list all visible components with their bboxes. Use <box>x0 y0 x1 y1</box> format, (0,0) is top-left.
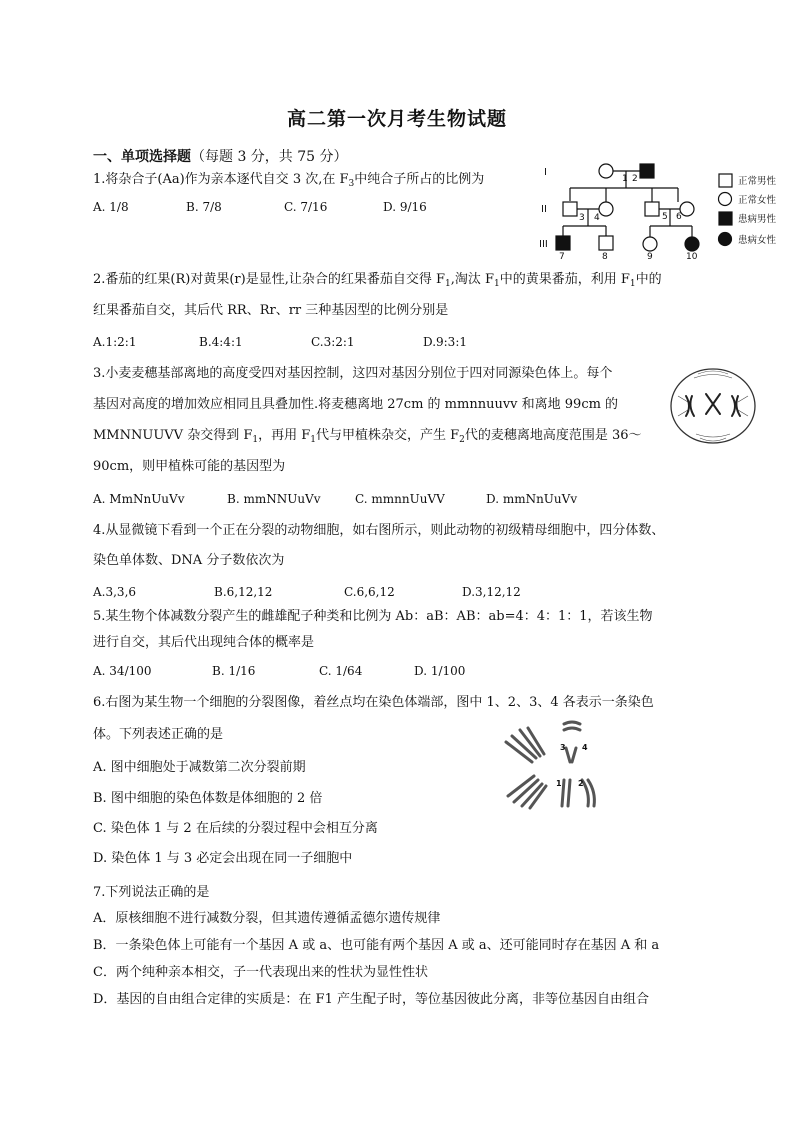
pedigree-num: 1 <box>622 174 628 184</box>
q5-option-c: C. 1/64 <box>319 664 363 678</box>
q3-stem-line4: 90cm，则甲植株可能的基因型为 <box>93 459 286 474</box>
pedigree-num: 2 <box>632 174 638 184</box>
q6-figure-label: 4 <box>582 743 588 752</box>
q4-stem-line1: 4.从显微镜下看到一个正在分裂的动物细胞，如右图所示，则此动物的初级精母细胞中，四分体数、 <box>93 523 665 538</box>
q4-option-b: B.6,12,12 <box>214 585 273 599</box>
q3-option-a: A. MmNnUuVv <box>93 492 185 506</box>
pedigree-i1-normal-female <box>599 164 613 178</box>
pedigree-num: 4 <box>594 213 600 223</box>
q4-option-a: A.3,3,6 <box>93 585 137 599</box>
q6-option-d: D. 染色体 1 与 3 必定会出现在同一子细胞中 <box>93 851 353 866</box>
pedigree-num: 8 <box>602 252 608 260</box>
q2-option-d: D.9:3:1 <box>423 335 467 349</box>
pedigree-iii10-affected-female <box>685 237 699 251</box>
q5-stem-line2: 进行自交，其后代出现纯合体的概率是 <box>93 635 315 650</box>
legend-affected-female-icon <box>719 233 732 246</box>
q1-option-b: B. 7/8 <box>186 200 222 214</box>
q4-option-d: D.3,12,12 <box>462 585 521 599</box>
legend-normal-female-icon <box>719 193 732 206</box>
q3-options <box>93 490 577 508</box>
section-heading <box>93 146 348 166</box>
q6-figure-label: 1 <box>556 779 562 788</box>
q7-option-d: D．基因的自由组合定律的实质是：在 F1 产生配子时，等位基因彼此分离，非等位基因自由组合 <box>93 992 649 1007</box>
q3-stem-line2: 基因对高度的增加效应相同且具叠加性.将麦穗离地 27cm 的 mmnnuuvv 和离地 99cm 的 <box>93 397 619 412</box>
section-note: （每题 3 分，共 75 分） <box>191 149 348 165</box>
legend-normal-male-icon <box>719 174 732 187</box>
pedigree-num: 10 <box>686 252 698 260</box>
legend-affected-male-icon <box>719 212 732 225</box>
q2-options <box>93 333 467 351</box>
q7-option-a: A．原核细胞不进行减数分裂，但其遗传遵循孟德尔遗传规律 <box>93 911 441 926</box>
pedigree-ii5-normal-male <box>645 202 659 216</box>
q2-option-b: B.4:4:1 <box>199 335 243 349</box>
q3-stem-line3: MMNNUUVV 杂交得到 $F_1$，再用 $F_1$代与甲植株杂交，产生 $F_2$代的麦穗离地高度范围是 36～ <box>93 428 642 445</box>
q3-stem-line1: 3.小麦麦穗基部离地的高度受四对基因控制，这四对基因分别位于四对同源染色体上。每个 <box>93 366 613 381</box>
pedigree-iii9-normal-female <box>643 237 657 251</box>
pedigree-num: 3 <box>579 213 585 223</box>
pedigree-gen-label: III <box>539 239 548 250</box>
pedigree-gen-label: II <box>541 204 547 215</box>
pedigree-i2-affected-male <box>640 164 654 178</box>
q7-option-b: B．一条染色体上可能有一个基因 A 或 a、也可能有两个基因 A 或 a、还可能同时存在基因 A 和 a <box>93 938 660 953</box>
pedigree-iii8-normal-male <box>599 236 613 250</box>
legend-affected-female: 患病女性 <box>738 235 777 246</box>
q6-stem-line2: 体。下列表述正确的是 <box>93 727 224 742</box>
pedigree-num: 7 <box>559 252 565 260</box>
q1-stem: 1.将杂合子(Aa)作为亲本逐代自交 3 次,在 $F_3$中纯合子所占的比例为 <box>93 172 485 189</box>
q1-option-a: A. 1/8 <box>93 200 129 214</box>
q4-stem-line2: 染色单体数、DNA 分子数依次为 <box>93 553 285 568</box>
q6-stem-line1: 6.右图为某生物一个细胞的分裂图像，着丝点均在染色体端部，图中 1、2、3、4 各表示一条染色 <box>93 695 654 710</box>
page-title: 高二第一次月考生物试题 <box>286 108 507 130</box>
legend-normal-male: 正常男性 <box>738 176 777 187</box>
q5-option-b: B. 1/16 <box>212 664 256 678</box>
section-label: 一、单项选择题 <box>93 149 191 165</box>
q4-options <box>93 583 521 601</box>
pedigree-num: 5 <box>662 212 668 222</box>
q3-option-c: C. mmnnUuVV <box>355 492 445 506</box>
q2-stem-line1: 2.番茄的红果(R)对黄果(r)是显性,让杂合的红果番茄自交得 $F_1$,淘汰 $F_1$中的黄果番茄，利用 $F_1$中的 <box>93 272 662 289</box>
pedigree-chart <box>530 156 794 260</box>
pedigree-num: 9 <box>647 252 653 260</box>
pedigree-iii7-affected-male <box>556 236 570 250</box>
q6-option-b: B. 图中细胞的染色体数是体细胞的 2 倍 <box>93 791 323 806</box>
q3-option-d: D. mmNnUuVv <box>486 492 578 506</box>
q7-option-c: C．两个纯种亲本相交，子一代表现出来的性状为显性性状 <box>93 965 428 980</box>
q4-cell-figure <box>668 366 758 446</box>
q2-option-c: C.3:2:1 <box>311 335 355 349</box>
pedigree-gen-label: I <box>544 167 547 178</box>
q5-options <box>93 662 465 680</box>
q4-option-c: C.6,6,12 <box>344 585 395 599</box>
q7-stem: 7.下列说法正确的是 <box>93 885 210 900</box>
q5-stem-line1: 5.某生物个体减数分裂产生的雌雄配子种类和比例为 Ab：aB：AB：ab=4：4：1：1，若该生物 <box>93 609 653 624</box>
q2-stem-line2: 红果番茄自交，其后代 RR、Rr、rr 三种基因型的比例分别是 <box>93 303 449 318</box>
q6-option-c: C. 染色体 1 与 2 在后续的分裂过程中会相互分离 <box>93 821 378 836</box>
legend-affected-male: 患病男性 <box>738 214 777 225</box>
q6-figure-label: 3 <box>560 743 566 752</box>
legend-normal-female: 正常女性 <box>738 195 777 206</box>
q6-figure-label: 2 <box>578 779 584 788</box>
q6-option-a: A. 图中细胞处于减数第二次分裂前期 <box>93 760 306 775</box>
q6-chromosome-figure <box>498 716 628 812</box>
q1-option-c: C. 7/16 <box>284 200 328 214</box>
q3-option-b: B. mmNNUuVv <box>227 492 321 506</box>
q1-options <box>93 198 427 216</box>
q2-option-a: A.1:2:1 <box>93 335 137 349</box>
q1-option-d: D. 9/16 <box>383 200 427 214</box>
pedigree-ii3-normal-male <box>563 202 577 216</box>
q5-option-d: D. 1/100 <box>414 664 466 678</box>
pedigree-ii4-normal-female <box>599 202 613 216</box>
q5-option-a: A. 34/100 <box>93 664 152 678</box>
pedigree-ii6-normal-female <box>680 202 694 216</box>
pedigree-num: 6 <box>676 212 682 222</box>
